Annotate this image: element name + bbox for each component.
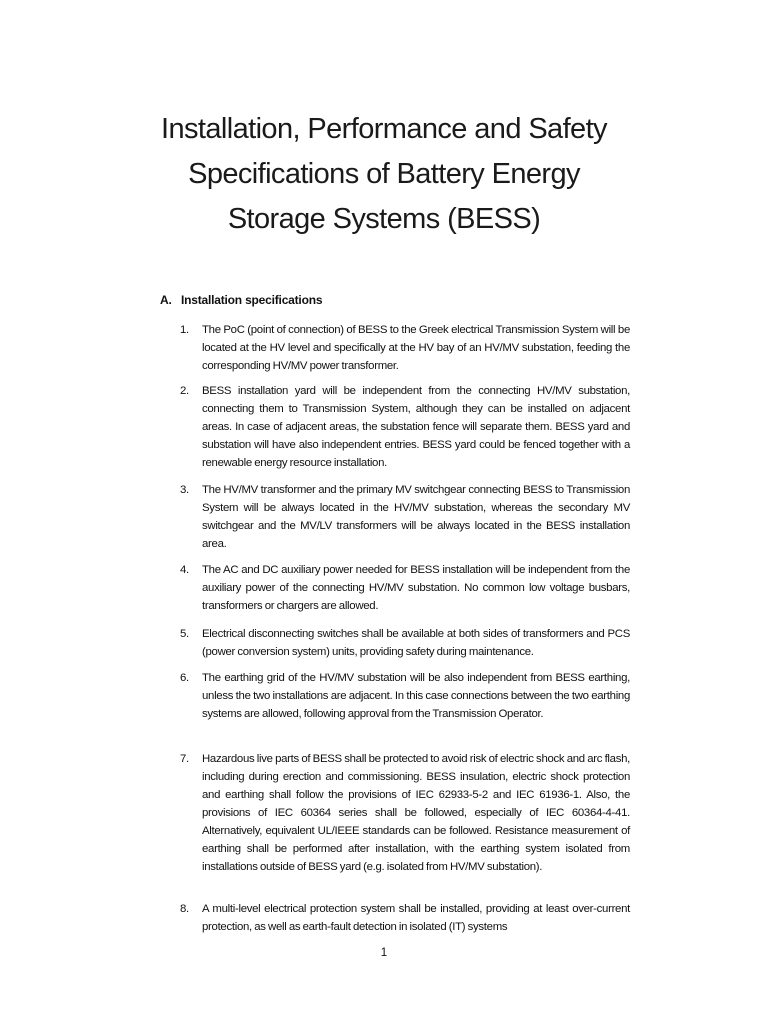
section-heading	[160, 293, 322, 307]
list-item-number: 4.	[180, 564, 189, 576]
list-item-text: A multi-level electrical protection system shall be installed, providing at least over-current protection, as well as earth-fault detection in isolated (IT) systems	[202, 903, 630, 933]
list-item-text: The AC and DC auxiliary power needed for BESS installation will be independent from the auxiliary power of the connecting HV/MV substation. No common low voltage busbars, transformers or chargers are allowed.	[202, 564, 630, 612]
list-item	[180, 625, 630, 661]
list-item	[180, 669, 630, 723]
list-item-number: 3.	[180, 484, 189, 496]
list-item	[180, 900, 630, 936]
list-item-number: 8.	[180, 903, 189, 915]
list-item-text: The earthing grid of the HV/MV substation will be also independent from BESS earthing, unless the two installations are adjacent. In this case connections between the two earthing systems are allowed, following approval from the Transmission Operator.	[202, 672, 630, 720]
section-letter: A.	[160, 293, 172, 307]
title-line-2: Specifications of Battery Energy	[188, 158, 580, 191]
list-item-text: Electrical disconnecting switches shall be available at both sides of transformers and PCS (power conversion system) units, providing safety during maintenance.	[202, 628, 630, 658]
title-line-1: Installation, Performance and Safety	[161, 113, 607, 146]
list-item-number: 2.	[180, 385, 189, 397]
page-number: 1	[380, 947, 388, 959]
section-heading-text: Installation specifications	[181, 293, 323, 307]
list-item-text: The HV/MV transformer and the primary MV switchgear connecting BESS to Transmission System will be always located in the HV/MV substation, whereas the secondary MV switchgear and the MV/LV transformers will be always located in the BESS installation area.	[202, 484, 630, 550]
list-item	[180, 321, 630, 375]
list-item	[180, 750, 630, 876]
document-title	[120, 107, 648, 242]
list-item-number: 6.	[180, 672, 189, 684]
list-item	[180, 382, 630, 472]
list-item	[180, 561, 630, 615]
list-item-number: 1.	[180, 324, 189, 336]
list-item	[180, 481, 630, 553]
list-item-number: 5.	[180, 628, 189, 640]
title-line-3: Storage Systems (BESS)	[227, 203, 541, 236]
list-item-number: 7.	[180, 753, 189, 765]
list-item-text: The PoC (point of connection) of BESS to the Greek electrical Transmission System will be located at the HV level and specifically at the HV bay of an HV/MV substation, feeding the corresponding HV/MV power transformer.	[202, 324, 630, 372]
list-item-text: BESS installation yard will be independent from the connecting HV/MV substation, connecting them to Transmission System, although they can be installed on adjacent areas. In case of adjacent areas, the substation fence will separate them. BESS yard and substation will have also independent entries. BESS yard could be fenced together with a renewable energy resource installation.	[202, 385, 630, 469]
list-item-text: Hazardous live parts of BESS shall be protected to avoid risk of electric shock and arc flash, including during erection and commissioning. BESS insulation, electric shock protection and earthing shall follow the provisions of IEC 62933-5-2 and IEC 61936-1. Also, the provisions of IEC 60364 series shall be followed, especially of IEC 60364-4-41. Alternatively, equivalent UL/IEEE standards can be followed. Resistance measurement of earthing shall be performed after installation, with the earthing system isolated from installations outside of BESS yard (e.g. isolated from HV/MV substation).	[202, 753, 630, 873]
